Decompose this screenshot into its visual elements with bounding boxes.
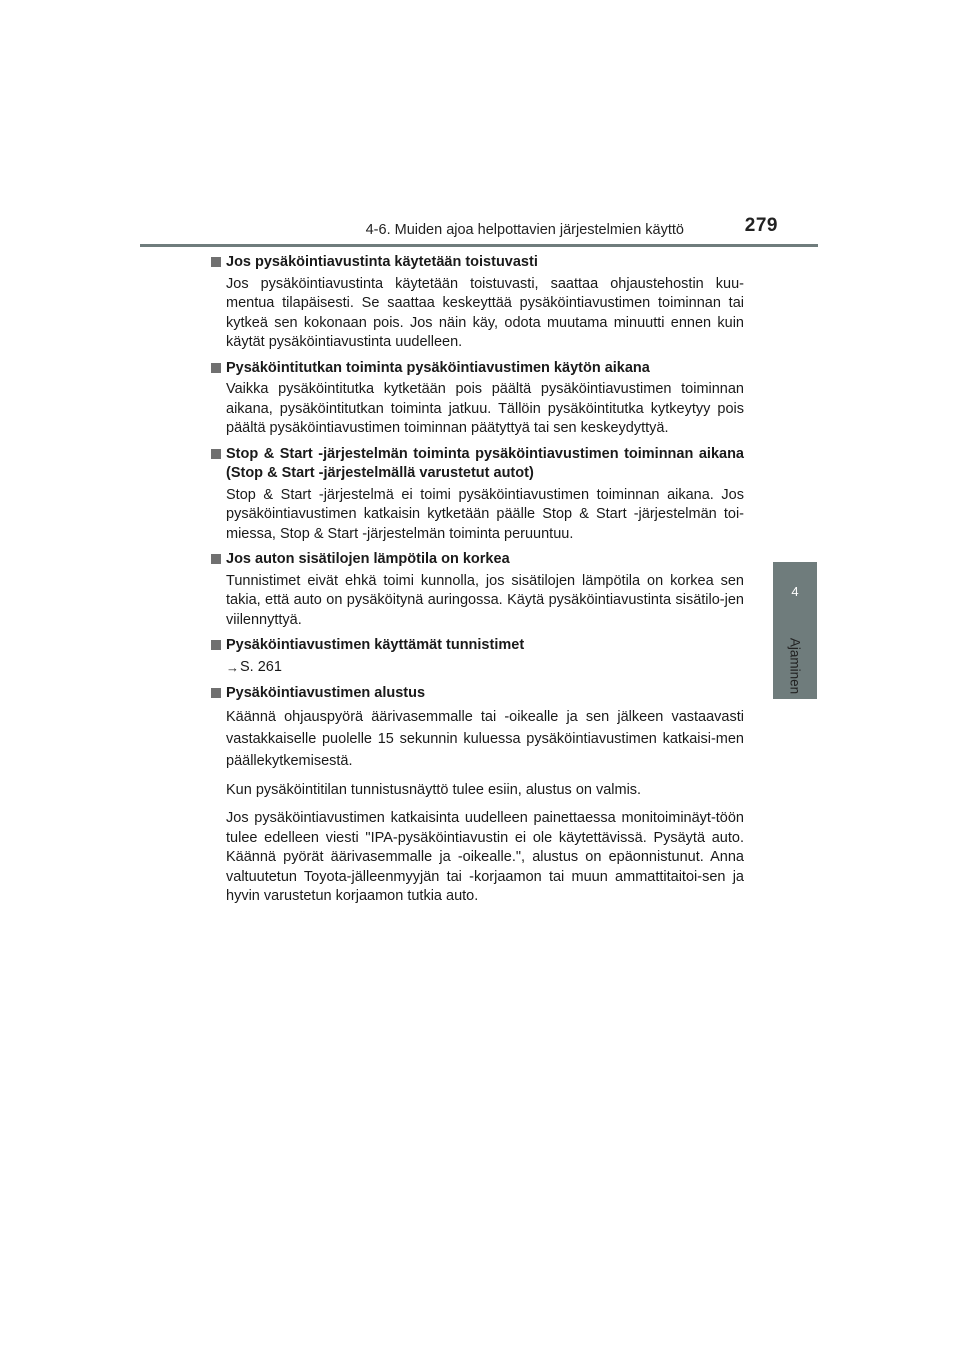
section-body: [210, 486, 744, 545]
section: [210, 684, 744, 907]
paragraph: Kun pysäköintitilan tunnistusnäyttö tulee esiin, alustus on valmis.: [226, 781, 642, 798]
section-heading-text: Jos pysäköintiavustinta käytetään toistuvasti: [226, 254, 538, 270]
section: [210, 253, 744, 353]
section-heading: [210, 445, 744, 484]
section-heading-text: Stop & Start -järjestelmän toiminta pysäköintiavustimen toiminnan aikana (Stop & Start -järjestelmällä varustetut autot): [226, 445, 744, 481]
paragraph: Jos pysäköintiavustinta käytetään toistuvasti, saattaa ohjaustehostin kuu-mentua tilapäisesti. Se saattaa keskeyttää pysäköintiavustimen toiminnan tai kytkeä sen kokonaan pois. Jos näin käy, odota muutama minuutti ennen kuin käytät pysäköintiavustinta uudelleen.: [226, 275, 744, 350]
chapter-tab-label: Ajaminen: [787, 637, 803, 695]
section-heading-text: Pysäköintiavustimen alustus: [226, 685, 426, 701]
section-heading: [210, 636, 744, 656]
section-body: [210, 658, 744, 679]
header-divider: [140, 244, 818, 247]
paragraph: Tunnistimet eivät ehkä toimi kunnolla, jos sisätilojen lämpötila on korkea sen takia, että auto on pysäköitynä auringossa. Käytä pysäköintiavustinta sisätilo-jen viilennyttyä.: [226, 572, 744, 628]
chapter-tab-number: 4: [791, 584, 799, 599]
section-body: [210, 380, 744, 439]
section: [210, 636, 744, 678]
section-body: [210, 572, 744, 631]
arrow-right-icon: →: [226, 659, 239, 675]
section-heading: [210, 253, 744, 273]
chapter-title: 4-6. Muiden ajoa helpottavien järjestelmien käyttö: [365, 222, 684, 238]
square-bullet-icon: [211, 363, 221, 373]
section-heading: [210, 359, 744, 379]
section-heading-text: Jos auton sisätilojen lämpötila on korkea: [226, 551, 510, 567]
square-bullet-icon: [211, 257, 221, 267]
section-heading: [210, 684, 744, 704]
section-body: [210, 275, 744, 353]
section: [210, 550, 744, 630]
page-content: [210, 253, 744, 907]
page-reference-link[interactable]: [226, 658, 282, 678]
page-reference-text: S. 261: [240, 658, 282, 675]
square-bullet-icon: [211, 640, 221, 650]
section: [210, 359, 744, 439]
section-heading-text: Pysäköintitutkan toiminta pysäköintiavustimen käytön aikana: [226, 359, 650, 376]
page-number: 279: [744, 215, 778, 236]
square-bullet-icon: [211, 688, 221, 698]
section-heading-text: Pysäköintiavustimen käyttämät tunnistimet: [226, 637, 525, 653]
paragraph: Käännä ohjauspyörä äärivasemmalle tai -oikealle ja sen jälkeen vastaavasti vastakkaiselle puolelle 15 sekunnin kuluessa pysäköintiavustimen katkaisi-men päällekytkemisestä.: [226, 708, 744, 769]
section: [210, 445, 744, 545]
section-heading: [210, 550, 744, 570]
paragraph: Vaikka pysäköintitutka kytketään pois päältä pysäköintiavustimen toiminnan aikana, pysäköintitutkan toiminta jatkuu. Tällöin pysäköintitutka kytkeytyy pois päältä pysäköintiavustimen toiminnan päätyttyä tai sen keskeydyttyä.: [226, 381, 744, 436]
paragraph: Jos pysäköintiavustimen katkaisinta uudelleen painettaessa monitoiminäyt-töön tulee edelleen viesti "IPA-pysäköintiavustin ei ole käytettävissä. Pysäytä auto. Käännä pyörät äärivasemmalle ja -oikealle.", alustus on epäonnistunut. Anna valtuutetun Toyota-jälleenmyyjän tai -korjaamon tai muun ammattitaitoi-sen ja hyvin varustetun korjaamon tutkia auto.: [226, 810, 744, 904]
square-bullet-icon: [211, 554, 221, 564]
paragraph: Stop & Start -järjestelmä ei toimi pysäköintiavustimen toiminnan aikana. Jos pysäköintiavustimen katkaisin kytketään päälle Stop & Start -järjestelmän toi-miessa, Stop & Start -järjestelmän toiminta peruuntuu.: [226, 486, 744, 542]
section-body: [210, 706, 744, 907]
square-bullet-icon: [211, 449, 221, 459]
